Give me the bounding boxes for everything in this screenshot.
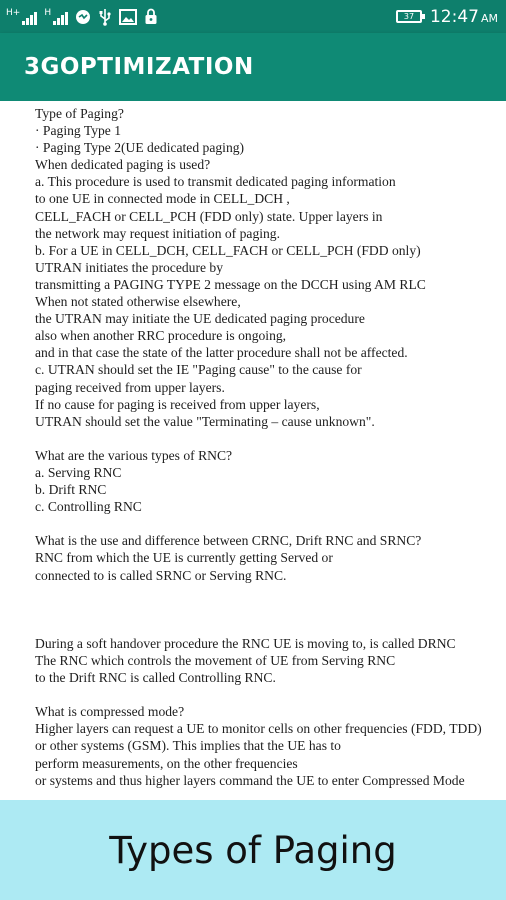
text-line: When dedicated paging is used? [35, 157, 211, 173]
text-line: the UTRAN may initiate the UE dedicated paging procedure [35, 311, 365, 327]
text-line: CELL_FACH or CELL_PCH (FDD only) state. Upper layers in [35, 208, 383, 224]
text-line: to the Drift RNC is called Controlling RNC. [35, 670, 276, 686]
text-line: or systems and thus higher layers command the UE to enter Compressed Mode [35, 772, 465, 788]
paragraph-gap [35, 601, 506, 618]
status-bar-left [6, 8, 158, 26]
text-line: The RNC which controls the movement of UE from Serving RNC [35, 653, 396, 668]
text-line: What is compressed mode? [35, 704, 185, 720]
battery-level: 37 [403, 11, 415, 21]
text-line: · Paging Type 1 [35, 123, 122, 139]
text-line: to one UE in connected mode in CELL_DCH , [35, 191, 290, 207]
text-line: paging received from upper layers. [35, 379, 225, 395]
text-line: Type of Paging? [35, 106, 124, 121]
text-line: During a soft handover procedure the RNC UE is moving to, is called DRNC [35, 635, 456, 651]
text-line: When not stated otherwise elsewhere, [35, 294, 241, 310]
clock [430, 7, 498, 27]
text-line: and in that case the state of the latter procedure shall not be affected. [35, 345, 408, 361]
text-line: the network may request initiation of paging. [35, 225, 281, 241]
paragraph-gap [35, 618, 506, 635]
banner-title: Types of Paging [109, 828, 397, 872]
paragraph-gap [35, 584, 506, 601]
text-line: perform measurements, on the other frequencies [35, 755, 298, 771]
text-line: What is the use and difference between CRNC, Drift RNC and SRNC? [35, 533, 422, 549]
article-content[interactable] [0, 101, 506, 800]
app-title: 3GOPTIMIZATION [24, 54, 254, 80]
chat-icon [75, 9, 91, 25]
text-line: or other systems (GSM). This implies that the UE has to [35, 738, 341, 754]
signal-icon [44, 9, 68, 25]
text-line: transmitting a PAGING TYPE 2 message on the DCCH using AM RLC [35, 276, 426, 292]
clock-time: 12:47 [429, 6, 479, 27]
battery-icon [396, 10, 422, 23]
text-line: b. Drift RNC [35, 482, 107, 498]
text-line: What are the various types of RNC? [35, 447, 233, 463]
text-line: a. Serving RNC [35, 464, 122, 480]
paragraph-gap [35, 430, 506, 447]
status-bar [0, 0, 506, 33]
text-line: c. UTRAN should set the IE "Paging cause" to the cause for [35, 362, 362, 378]
text-line: UTRAN initiates the procedure by [35, 259, 223, 275]
signal-icon [6, 9, 37, 25]
text-line: c. Controlling RNC [35, 499, 142, 515]
paragraph-gap [35, 686, 506, 703]
text-line: Higher layers can request a UE to monitor cells on other frequencies (FDD, TDD) [35, 721, 482, 737]
network-type-label: H+ [6, 7, 21, 18]
usb-icon [98, 8, 112, 26]
bottom-banner[interactable] [0, 800, 506, 900]
text-line: UTRAN should set the value "Terminating – cause unknown". [35, 413, 375, 429]
image-icon [119, 9, 137, 25]
article-body [35, 105, 506, 789]
text-line: a. This procedure is used to transmit dedicated paging information [35, 174, 396, 190]
status-bar-right [396, 7, 498, 27]
lock-icon [144, 8, 158, 25]
network-type-label: H [44, 7, 52, 18]
text-line: b. For a UE in CELL_DCH, CELL_FACH or CELL_PCH (FDD only) [35, 242, 421, 258]
text-line: · Paging Type 2(UE dedicated paging) [35, 140, 245, 156]
clock-ampm: AM [480, 11, 498, 25]
app-bar [0, 33, 506, 101]
text-line: connected to is called SRNC or Serving RNC. [35, 567, 287, 583]
text-line: If no cause for paging is received from upper layers, [35, 396, 320, 412]
text-line: also when another RRC procedure is ongoing, [35, 328, 287, 344]
text-line: RNC from which the UE is currently getting Served or [35, 550, 333, 566]
paragraph-gap [35, 515, 506, 532]
